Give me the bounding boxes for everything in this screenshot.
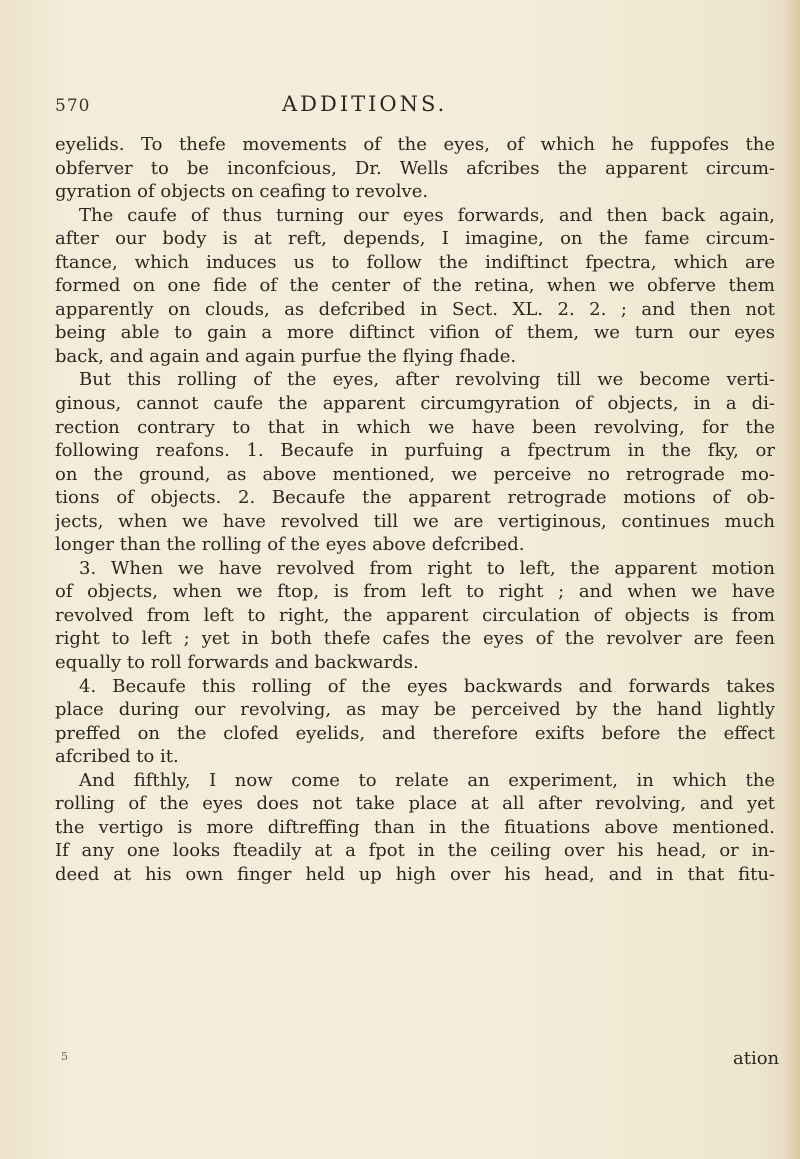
page-number: 570 xyxy=(55,96,91,116)
text-line: apparently on clouds, as defcribed in Sect. XL. 2. 2. ; and then not xyxy=(55,298,775,320)
text-line: gyration of objects on ceafing to revolve. xyxy=(55,181,429,203)
text-line: being able to gain a more diftinct vifion of them, we turn our eyes xyxy=(55,322,775,344)
text-line: the vertigo is more diftreffing than in the fituations above mentioned. xyxy=(55,816,775,838)
page-header xyxy=(55,92,775,122)
text-line: on the ground, as above mentioned, we perceive no retrograde mo- xyxy=(55,463,775,485)
text-line: following reafons. 1. Becaufe in purfuing a fpectrum in the fky, or xyxy=(55,440,775,462)
text-line: after our body is at reft, depends, I imagine, on the fame circum- xyxy=(55,228,775,250)
running-head: ADDITIONS. xyxy=(282,92,448,116)
catchword: ation xyxy=(733,1048,780,1069)
text-line: ginous, cannot caufe the apparent circumgyration of objects, in a di- xyxy=(55,393,775,415)
text-line: 3. When we have revolved from right to left, the apparent motion xyxy=(79,557,775,579)
text-line: longer than the rolling of the eyes above defcribed. xyxy=(55,534,525,556)
text-line: 4. Becaufe this rolling of the eyes backwards and forwards takes xyxy=(79,675,775,697)
text-line: formed on one fide of the center of the retina, when we obferve them xyxy=(55,275,775,297)
text-line: equally to roll forwards and backwards. xyxy=(55,652,419,674)
text-line: preffed on the clofed eyelids, and therefore exifts before the effect xyxy=(55,722,775,744)
text-line: jects, when we have revolved till we are vertiginous, continues much xyxy=(55,510,775,532)
text-line: afcribed to it. xyxy=(55,746,179,768)
text-line: deed at his own finger held up high over his head, and in that fitu- xyxy=(55,863,775,885)
text-line: revolved from left to right, the apparent circulation of objects is from xyxy=(55,604,775,626)
text-line: of objects, when we ftop, is from left to right ; and when we have xyxy=(55,581,775,603)
text-line: rolling of the eyes does not take place at all after revolving, and yet xyxy=(55,793,775,815)
text-line: eyelids. To thefe movements of the eyes, of which he fuppofes the xyxy=(55,134,775,155)
text-line: place during our revolving, as may be perceived by the hand lightly xyxy=(55,699,775,721)
text-line: back, and again and again purfue the flying fhade. xyxy=(55,345,517,367)
page-edge-shadow xyxy=(782,0,800,1159)
signature-mark: 5 xyxy=(61,1050,68,1063)
text-line: But this rolling of the eyes, after revolving till we become verti- xyxy=(79,369,775,391)
text-line: obferver to be inconfcious, Dr. Wells afcribes the apparent circum- xyxy=(55,157,775,179)
text-line: If any one looks fteadily at a fpot in the ceiling over his head, or in- xyxy=(55,840,775,862)
text-line: And fifthly, I now come to relate an experiment, in which the xyxy=(79,769,775,791)
text-line: ftance, which induces us to follow the indiftinct fpectra, which are xyxy=(55,251,775,273)
text-line: rection contrary to that in which we have been revolving, for the xyxy=(55,416,775,438)
text-line: tions of objects. 2. Becaufe the apparent retrograde motions of ob- xyxy=(55,487,775,509)
text-line: The caufe of thus turning our eyes forwards, and then back again, xyxy=(79,204,775,226)
text-line: right to left ; yet in both thefe cafes the eyes of the revolver are feen xyxy=(55,628,775,650)
body-text xyxy=(55,133,775,887)
